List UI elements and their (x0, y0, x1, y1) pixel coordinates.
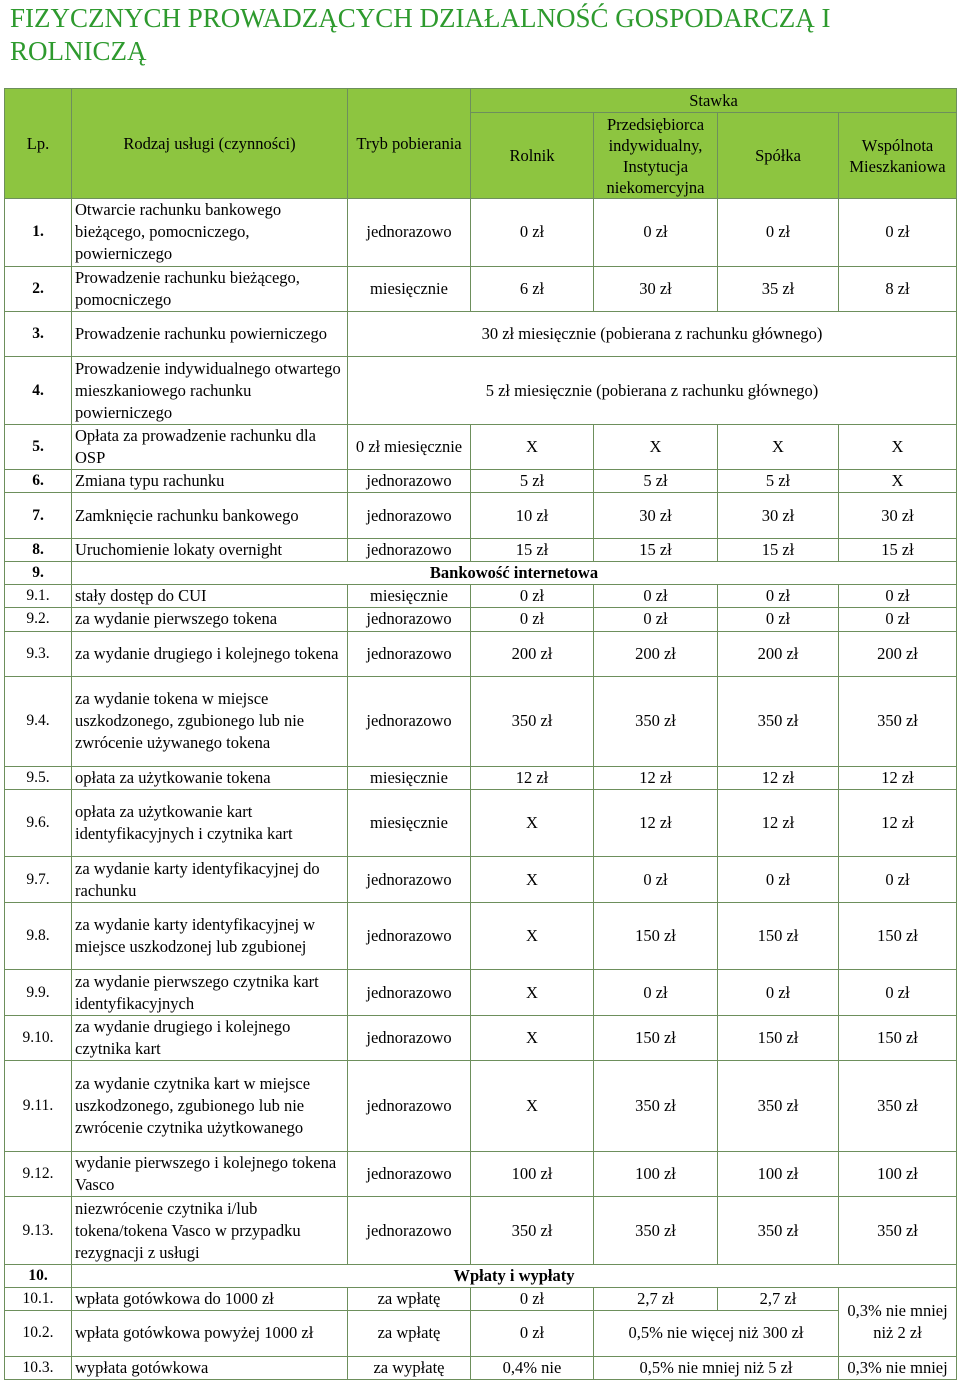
rate-community: 0 zł (839, 585, 957, 608)
rate-rolnik: 0 zł (471, 1311, 594, 1356)
row-number: 9.3. (5, 631, 72, 676)
rate-community: 350 zł (839, 1197, 957, 1265)
rate-community: 0 zł (839, 857, 957, 902)
service-name: wpłata gotówkowa powyżej 1000 zł (72, 1311, 348, 1356)
rate-community: 350 zł (839, 1061, 957, 1152)
rate-entrepreneur: 0 zł (594, 970, 718, 1015)
row-number: 9.9. (5, 970, 72, 1015)
rate-rolnik: 5 zł (471, 470, 594, 493)
charge-mode: jednorazowo (348, 1151, 471, 1196)
service-name: za wydanie pierwszego czytnika kart identyfikacyjnych (72, 970, 348, 1015)
charge-mode: jednorazowo (348, 493, 471, 538)
service-name: stały dostęp do CUI (72, 585, 348, 608)
row-number: 10.2. (5, 1311, 72, 1356)
rate-entrepreneur: 0 zł (594, 585, 718, 608)
col-header-service: Rodzaj usługi (czynności) (72, 89, 348, 199)
row-number: 4. (5, 357, 72, 425)
rate-community: 100 zł (839, 1151, 957, 1196)
rate-community: X (839, 424, 957, 469)
charge-mode: jednorazowo (348, 608, 471, 631)
rate-rolnik: X (471, 970, 594, 1015)
service-name: za wydanie pierwszego tokena (72, 608, 348, 631)
table-row (5, 538, 957, 561)
row-number: 9.5. (5, 766, 72, 789)
row-number: 10.1. (5, 1288, 72, 1311)
charge-mode: jednorazowo (348, 970, 471, 1015)
rate-company: 0 zł (718, 857, 839, 902)
table-row (5, 493, 957, 538)
rate-entrepreneur-company: 0,5% nie mniej niż 5 zł (594, 1356, 839, 1379)
service-name: Otwarcie rachunku bankowego bieżącego, pomocniczego, powierniczego (72, 199, 348, 267)
table-row (5, 1356, 957, 1379)
col-header-community: Wspólnota Mieszkaniowa (839, 113, 957, 199)
rate-company: 0 zł (718, 608, 839, 631)
col-header-mode: Tryb pobierania (348, 89, 471, 199)
table-row (5, 676, 957, 766)
table-row (5, 766, 957, 789)
rate-rolnik: 0 zł (471, 585, 594, 608)
row-number: 2. (5, 266, 72, 311)
rate-company: 12 zł (718, 766, 839, 789)
service-name: wypłata gotówkowa (72, 1356, 348, 1379)
service-name: opłata za użytkowanie kart identyfikacyjnych i czytnika kart (72, 789, 348, 857)
rate-community: 200 zł (839, 631, 957, 676)
rate-community: 150 zł (839, 1015, 957, 1060)
charge-mode: za wpłatę (348, 1311, 471, 1356)
service-name: opłata za użytkowanie tokena (72, 766, 348, 789)
charge-mode: jednorazowo (348, 538, 471, 561)
table-row (5, 1197, 957, 1265)
charge-mode: jednorazowo (348, 470, 471, 493)
charge-mode: za wpłatę (348, 1288, 471, 1311)
table-row (5, 470, 957, 493)
rate-rolnik: 100 zł (471, 1151, 594, 1196)
rate-rolnik: 12 zł (471, 766, 594, 789)
service-name: wpłata gotówkowa do 1000 zł (72, 1288, 348, 1311)
rate-community: 12 zł (839, 789, 957, 857)
service-name: za wydanie czytnika kart w miejsce uszkodzonego, zgubionego lub nie zwrócenie czytnika użytkowanego (72, 1061, 348, 1152)
table-row (5, 970, 957, 1015)
rate-company: 150 zł (718, 902, 839, 970)
rate-rolnik: 15 zł (471, 538, 594, 561)
rate-community: 350 zł (839, 676, 957, 766)
rate-community: 0 zł (839, 199, 957, 267)
rate-community: 0 zł (839, 608, 957, 631)
row-number: 9.7. (5, 857, 72, 902)
rate-rolnik: 0 zł (471, 199, 594, 267)
rate-rolnik: 0 zł (471, 1288, 594, 1311)
row-number: 9.10. (5, 1015, 72, 1060)
row-number: 7. (5, 493, 72, 538)
service-name: Uruchomienie lokaty overnight (72, 538, 348, 561)
row-number: 9.8. (5, 902, 72, 970)
rate-company: 100 zł (718, 1151, 839, 1196)
row-number: 1. (5, 199, 72, 267)
rate-entrepreneur: 12 zł (594, 789, 718, 857)
table-row (5, 902, 957, 970)
charge-mode: jednorazowo (348, 857, 471, 902)
charge-mode: jednorazowo (348, 199, 471, 267)
row-number: 9.1. (5, 585, 72, 608)
rate-entrepreneur: 350 zł (594, 676, 718, 766)
rate-company: 15 zł (718, 538, 839, 561)
document-title: FIZYCZNYCH PROWADZĄCYCH DZIAŁALNOŚĆ GOSPODARCZĄ I ROLNICZĄ (10, 3, 831, 66)
charge-mode: miesięcznie (348, 766, 471, 789)
table-row (5, 631, 957, 676)
rate-company: 0 zł (718, 970, 839, 1015)
charge-mode: miesięcznie (348, 266, 471, 311)
section-number: 10. (5, 1264, 72, 1287)
col-header-company: Spółka (718, 113, 839, 199)
rate-community: 150 zł (839, 902, 957, 970)
charge-mode: jednorazowo (348, 1197, 471, 1265)
rate-rolnik: 0 zł (471, 608, 594, 631)
rate-community: 8 zł (839, 266, 957, 311)
rate-rolnik: X (471, 1015, 594, 1060)
service-name: Prowadzenie rachunku bieżącego, pomocniczego (72, 266, 348, 311)
table-row (5, 266, 957, 311)
service-name: Opłata za prowadzenie rachunku dla OSP (72, 424, 348, 469)
table-row (5, 424, 957, 469)
table-header (5, 89, 957, 199)
rate-entrepreneur: 30 zł (594, 493, 718, 538)
section-number: 9. (5, 562, 72, 585)
rate-company: 350 zł (718, 1197, 839, 1265)
service-name: za wydanie drugiego i kolejnego czytnika kart (72, 1015, 348, 1060)
rate-entrepreneur: 150 zł (594, 1015, 718, 1060)
charge-mode: jednorazowo (348, 1061, 471, 1152)
rate-community: 0 zł (839, 970, 957, 1015)
table-row (5, 357, 957, 425)
rate-community: X (839, 470, 957, 493)
rate-rolnik: X (471, 902, 594, 970)
charge-mode: jednorazowo (348, 902, 471, 970)
row-number: 9.11. (5, 1061, 72, 1152)
col-header-rate: Stawka (471, 89, 957, 113)
rate-community: 12 zł (839, 766, 957, 789)
table-row (5, 1015, 957, 1060)
rate-entrepreneur: 350 zł (594, 1197, 718, 1265)
table-row (5, 1288, 957, 1311)
table-row (5, 199, 957, 267)
rate-company: 12 zł (718, 789, 839, 857)
col-header-rolnik: Rolnik (471, 113, 594, 199)
charge-mode: jednorazowo (348, 676, 471, 766)
rate-rolnik: X (471, 789, 594, 857)
table-row (5, 1151, 957, 1196)
service-name: Prowadzenie rachunku powierniczego (72, 311, 348, 356)
service-name: za wydanie karty identyfikacyjnej do rachunku (72, 857, 348, 902)
rate-spanned: 30 zł miesięcznie (pobierana z rachunku głównego) (348, 311, 957, 356)
rate-entrepreneur: 30 zł (594, 266, 718, 311)
row-number: 3. (5, 311, 72, 356)
rate-company: 30 zł (718, 493, 839, 538)
section-title: Wpłaty i wypłaty (72, 1264, 957, 1287)
rate-rolnik: 350 zł (471, 1197, 594, 1265)
row-number: 9.4. (5, 676, 72, 766)
rate-company: 5 zł (718, 470, 839, 493)
rate-entrepreneur: 0 zł (594, 857, 718, 902)
table-row (5, 857, 957, 902)
rate-spanned: 5 zł miesięcznie (pobierana z rachunku głównego) (348, 357, 957, 425)
table-row (5, 585, 957, 608)
section-row (5, 1264, 957, 1287)
table-row (5, 311, 957, 356)
service-name: Prowadzenie indywidualnego otwartego mieszkaniowego rachunku powierniczego (72, 357, 348, 425)
service-name: wydanie pierwszego i kolejnego tokena Vasco (72, 1151, 348, 1196)
rate-entrepreneur: 350 zł (594, 1061, 718, 1152)
rate-company: 200 zł (718, 631, 839, 676)
rate-entrepreneur: 0 zł (594, 199, 718, 267)
rate-rolnik: X (471, 424, 594, 469)
col-header-entrepreneur: Przedsiębiorca indywidualny, Instytucja niekomercyjna (594, 113, 718, 199)
charge-mode: jednorazowo (348, 1015, 471, 1060)
charge-mode: miesięcznie (348, 585, 471, 608)
rate-entrepreneur: 100 zł (594, 1151, 718, 1196)
rate-company: 150 zł (718, 1015, 839, 1060)
service-name: Zmiana typu rachunku (72, 470, 348, 493)
rate-company: 2,7 zł (718, 1288, 839, 1311)
rate-community: 30 zł (839, 493, 957, 538)
rate-rolnik: X (471, 857, 594, 902)
row-number: 9.6. (5, 789, 72, 857)
row-number: 5. (5, 424, 72, 469)
table-row (5, 1061, 957, 1152)
rate-entrepreneur: 200 zł (594, 631, 718, 676)
charge-mode: za wypłatę (348, 1356, 471, 1379)
rate-rolnik: 0,4% nie (471, 1356, 594, 1379)
rate-entrepreneur: X (594, 424, 718, 469)
table-row (5, 608, 957, 631)
rate-company: 0 zł (718, 585, 839, 608)
charge-mode: jednorazowo (348, 631, 471, 676)
rate-company: 350 zł (718, 676, 839, 766)
rate-entrepreneur: 2,7 zł (594, 1288, 718, 1311)
service-name: niezwrócenie czytnika i/lub tokena/tokena Vasco w przypadku rezygnacji z usługi (72, 1197, 348, 1265)
rate-entrepreneur: 5 zł (594, 470, 718, 493)
rate-rolnik: 10 zł (471, 493, 594, 538)
row-number: 9.2. (5, 608, 72, 631)
row-number: 9.12. (5, 1151, 72, 1196)
section-title: Bankowość internetowa (72, 562, 957, 585)
section-row (5, 562, 957, 585)
rate-rolnik: 6 zł (471, 266, 594, 311)
table-row (5, 789, 957, 857)
row-number: 8. (5, 538, 72, 561)
row-number: 10.3. (5, 1356, 72, 1379)
col-header-lp: Lp. (5, 89, 72, 199)
rate-entrepreneur: 0 zł (594, 608, 718, 631)
rate-community: 0,3% nie mniej (839, 1356, 957, 1379)
rate-company: X (718, 424, 839, 469)
charge-mode: miesięcznie (348, 789, 471, 857)
rate-company: 35 zł (718, 266, 839, 311)
rate-entrepreneur-company: 0,5% nie więcej niż 300 zł (594, 1311, 839, 1356)
rate-entrepreneur: 15 zł (594, 538, 718, 561)
rate-rolnik: X (471, 1061, 594, 1152)
rate-company: 350 zł (718, 1061, 839, 1152)
service-name: za wydanie drugiego i kolejnego tokena (72, 631, 348, 676)
fee-table (4, 88, 957, 1380)
service-name: Zamknięcie rachunku bankowego (72, 493, 348, 538)
rate-community: 0,3% nie mniej niż 2 zł (839, 1288, 957, 1357)
row-number: 9.13. (5, 1197, 72, 1265)
charge-mode: 0 zł miesięcznie (348, 424, 471, 469)
rate-entrepreneur: 12 zł (594, 766, 718, 789)
rate-company: 0 zł (718, 199, 839, 267)
table-row (5, 1311, 957, 1356)
rate-rolnik: 350 zł (471, 676, 594, 766)
rate-rolnik: 200 zł (471, 631, 594, 676)
rate-entrepreneur: 150 zł (594, 902, 718, 970)
service-name: za wydanie tokena w miejsce uszkodzonego, zgubionego lub nie zwrócenie używanego tokena (72, 676, 348, 766)
service-name: za wydanie karty identyfikacyjnej w miejsce uszkodzonej lub zgubionej (72, 902, 348, 970)
rate-community: 15 zł (839, 538, 957, 561)
row-number: 6. (5, 470, 72, 493)
